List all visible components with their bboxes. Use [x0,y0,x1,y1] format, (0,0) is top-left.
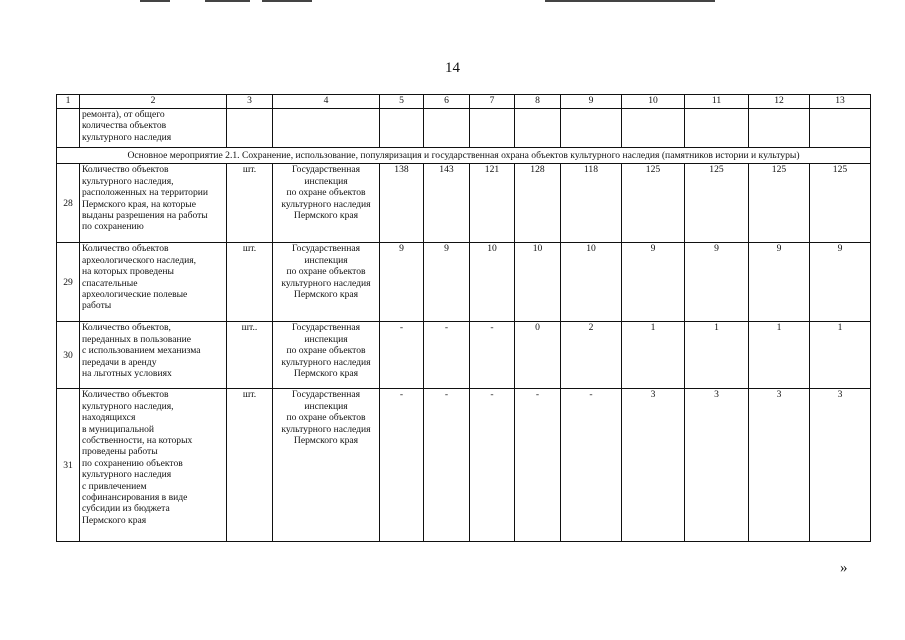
column-header: 2 [80,95,227,109]
page-number: 14 [445,60,460,76]
column-header: 6 [424,95,470,109]
value-cell: 2 [561,322,622,389]
unit-cell: шт.. [227,322,273,389]
value-cell: 1 [810,322,871,389]
column-header: 1 [57,95,80,109]
table-row [57,322,871,389]
empty-cell [227,109,273,148]
value-cell: 3 [749,389,810,542]
continuation-row [57,109,871,148]
indicator-name-cell: Количество объектов, переданных в пользование с использованием механизма передачи в аренду на льготных условиях [80,322,227,389]
empty-cell [685,109,749,148]
value-cell: 3 [685,389,749,542]
value-cell: - [515,389,561,542]
value-cell: 128 [515,164,561,243]
responsible-org-cell: Государственная инспекция по охране объектов культурного наследия Пермского края [273,322,380,389]
empty-cell [273,109,380,148]
value-cell: 1 [749,322,810,389]
value-cell: 121 [470,164,515,243]
scan-artifact-line [205,0,250,2]
indicator-name-cell: Количество объектов культурного наследия, находящихся в муниципальной собственности, на которых проведены работы по сохранению объектов культурного наследия с привлечением софинансирования в виде субсидии из бюджета Пермского края [80,389,227,542]
value-cell: 138 [380,164,424,243]
empty-cell [470,109,515,148]
value-cell: - [424,389,470,542]
column-header: 9 [561,95,622,109]
value-cell: 125 [622,164,685,243]
empty-cell [515,109,561,148]
empty-cell [622,109,685,148]
value-cell: 9 [380,243,424,322]
value-cell: - [561,389,622,542]
column-header: 8 [515,95,561,109]
scan-artifact-line [140,0,170,2]
table-row [57,243,871,322]
value-cell: - [380,322,424,389]
row-number-cell [57,109,80,148]
value-cell: 10 [515,243,561,322]
value-cell: - [470,322,515,389]
table-row [57,389,871,542]
unit-cell: шт. [227,164,273,243]
column-header: 3 [227,95,273,109]
empty-cell [749,109,810,148]
value-cell: 125 [749,164,810,243]
column-header: 4 [273,95,380,109]
value-cell: 10 [561,243,622,322]
empty-cell [380,109,424,148]
value-cell: 1 [685,322,749,389]
unit-cell: шт. [227,389,273,542]
column-header: 12 [749,95,810,109]
responsible-org-cell: Государственная инспекция по охране объектов культурного наследия Пермского края [273,389,380,542]
value-cell: 9 [749,243,810,322]
value-cell: - [424,322,470,389]
value-cell: 9 [622,243,685,322]
row-number-cell: 30 [57,322,80,389]
scan-artifact-line [262,0,312,2]
indicator-name-cell: Количество объектов археологического наследия, на которых проведены спасательные археологические полевые работы [80,243,227,322]
column-header: 13 [810,95,871,109]
value-cell: - [470,389,515,542]
value-cell: 3 [810,389,871,542]
section-title: Основное мероприятие 2.1. Сохранение, использование, популяризация и государственная охрана объектов культурного наследия (памятников истории и культуры) [57,148,871,164]
section-title-row [57,148,871,164]
empty-cell [810,109,871,148]
scan-artifact-line [545,0,715,2]
column-header: 7 [470,95,515,109]
value-cell: 143 [424,164,470,243]
value-cell: 9 [685,243,749,322]
value-cell: 0 [515,322,561,389]
responsible-org-cell: Государственная инспекция по охране объектов культурного наследия Пермского края [273,243,380,322]
responsible-org-cell: Государственная инспекция по охране объектов культурного наследия Пермского края [273,164,380,243]
row-number-cell: 29 [57,243,80,322]
header-row [57,95,871,109]
indicators-table [56,94,871,542]
value-cell: 1 [622,322,685,389]
row-number-cell: 31 [57,389,80,542]
empty-cell [424,109,470,148]
indicator-name-cell: ремонта), от общего количества объектов культурного наследия [80,109,227,148]
unit-cell: шт. [227,243,273,322]
table-row [57,164,871,243]
value-cell: 3 [622,389,685,542]
indicator-name-cell: Количество объектов культурного наследия, расположенных на территории Пермского края, на которые выданы разрешения на работы по сохранению [80,164,227,243]
value-cell: 9 [424,243,470,322]
value-cell: 118 [561,164,622,243]
value-cell: 9 [810,243,871,322]
value-cell: 125 [685,164,749,243]
column-header: 10 [622,95,685,109]
column-header: 11 [685,95,749,109]
closing-quote-mark: » [840,560,848,576]
value-cell: 125 [810,164,871,243]
value-cell: - [380,389,424,542]
column-header: 5 [380,95,424,109]
empty-cell [561,109,622,148]
row-number-cell: 28 [57,164,80,243]
value-cell: 10 [470,243,515,322]
